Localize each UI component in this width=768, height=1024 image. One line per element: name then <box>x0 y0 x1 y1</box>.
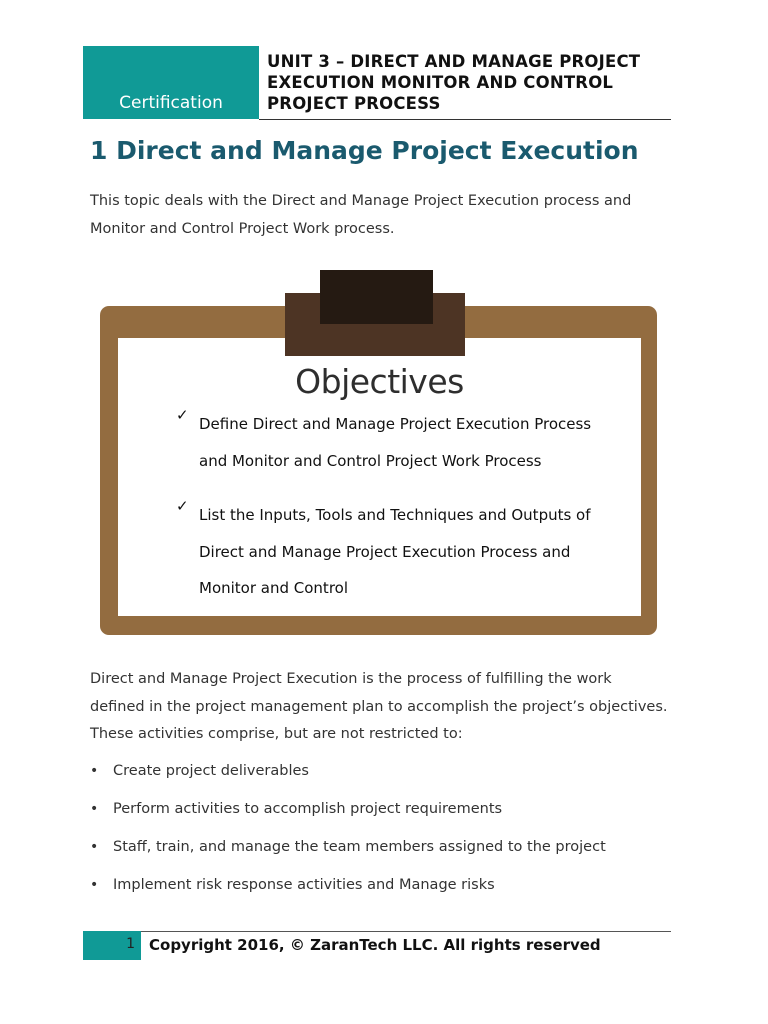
objective-text: Define Direct and Manage Project Execution Process and Monitor and Control Project Work Process <box>199 415 592 470</box>
checkmark-icon: ✓ <box>176 497 189 515</box>
list-item <box>90 757 690 795</box>
header-brand-box <box>83 46 259 119</box>
list-item-text: Perform activities to accomplish project requirements <box>113 801 503 817</box>
footer-divider <box>83 931 671 932</box>
page-number: 1 <box>126 936 135 952</box>
bullet-icon: • <box>90 801 99 817</box>
list-item-text: Staff, train, and manage the team members assigned to the project <box>113 839 606 855</box>
objectives-title: Objectives <box>295 362 464 401</box>
bullet-icon: • <box>90 877 99 893</box>
checkmark-icon: ✓ <box>176 406 189 424</box>
list-item-text: Create project deliverables <box>113 763 309 779</box>
body-paragraph: Direct and Manage Project Execution is the process of fulfilling the work defined in the project management plan to accomplish the project’s objectives. These activities comprise, but are not restricted to: <box>90 671 668 742</box>
activities-list <box>90 757 690 909</box>
list-item <box>90 833 690 871</box>
bullet-icon: • <box>90 839 99 855</box>
footer-copyright: Copyright 2016, © ZaranTech LLC. All rights reserved <box>149 936 601 954</box>
header-brand-label: Certification <box>119 93 223 113</box>
header-unit-title: UNIT 3 – DIRECT AND MANAGE PROJECT EXECUTION MONITOR AND CONTROL PROJECT PROCESS <box>267 52 641 113</box>
footer-page-box <box>83 931 141 960</box>
list-item <box>90 795 690 833</box>
bullet-icon: • <box>90 763 99 779</box>
clipboard-clip-top <box>320 270 433 324</box>
section-heading: 1 Direct and Manage Project Execution <box>90 136 639 165</box>
list-item <box>90 871 690 909</box>
list-item-text: Implement risk response activities and Manage risks <box>113 877 495 893</box>
objective-text: List the Inputs, Tools and Techniques and Outputs of Direct and Manage Project Execution Process and Monitor and Control <box>199 506 591 597</box>
header-divider <box>259 119 671 120</box>
intro-paragraph: This topic deals with the Direct and Manage Project Execution process and Monitor and Control Project Work process. <box>90 193 632 237</box>
